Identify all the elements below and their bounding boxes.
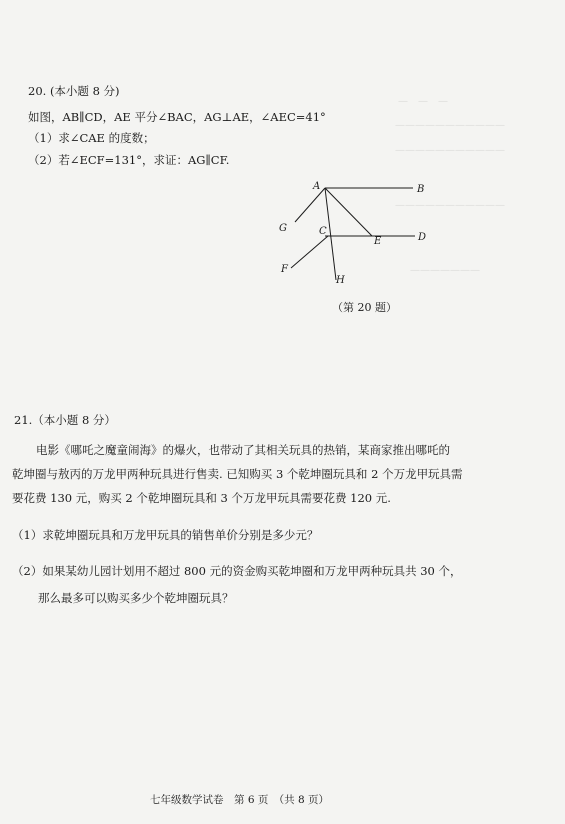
label-b: B [417,184,425,195]
q21-part2-line2: 那么最多可以购买多少个乾坤圈玩具？ [38,591,234,605]
bleed-through-text: ——————— [410,265,480,276]
label-a: A [313,181,321,192]
label-c: C [319,226,327,237]
segment-ae [325,188,372,236]
label-f: F [281,264,288,275]
label-h: H [336,275,345,286]
q20-figure-caption: （第 20 题） [332,301,397,314]
page-footer: 七年级数学试卷 第 6 页 （共 8 页） [150,794,329,806]
label-d: D [418,232,427,243]
q21-part2-line1: （2）如果某幼儿园计划用不超过 800 元的资金购买乾坤圈和万龙甲两种玩具共 30 个， [12,564,462,578]
bleed-through-text: ——————————— [395,200,505,211]
q21-header: 21.（本小题 8 分） [14,413,116,427]
label-g: G [279,223,287,234]
ray-cf [291,236,328,268]
bleed-through-text: ——————————— [395,120,505,131]
q20-part1: （1）求∠CAE 的度数； [28,131,155,145]
label-e: E [374,236,382,247]
q21-paragraph-line2: 乾坤圈与敖丙的万龙甲两种玩具进行售卖. 已知购买 3 个乾坤圈玩具和 2 个万龙甲玩具需 [12,467,463,481]
q20-stem: 如图，AB∥CD，AE 平分∠BAC，AG⊥AE，∠AEC=41° [28,110,326,124]
ray-ag [295,188,325,222]
q20-figure [270,176,440,294]
q21-paragraph-line1: 电影《哪吒之魔童闹海》的爆火，也带动了其相关玩具的热销，某商家推出哪吒的 [36,443,450,457]
bleed-through-text: ——————————— [395,145,505,156]
bleed-through-text: — — — [398,96,448,107]
q21-part1: （1）求乾坤圈玩具和万龙甲玩具的销售单价分别是多少元？ [12,528,319,542]
q20-header: 20. (本小题 8 分) [28,84,120,98]
q21-paragraph-line3: 要花费 130 元，购买 2 个乾坤圈玩具和 3 个万龙甲玩具需要花费 120 元. [12,491,391,505]
q20-part2: （2）若∠ECF=131°，求证：AG∥CF. [28,153,230,167]
